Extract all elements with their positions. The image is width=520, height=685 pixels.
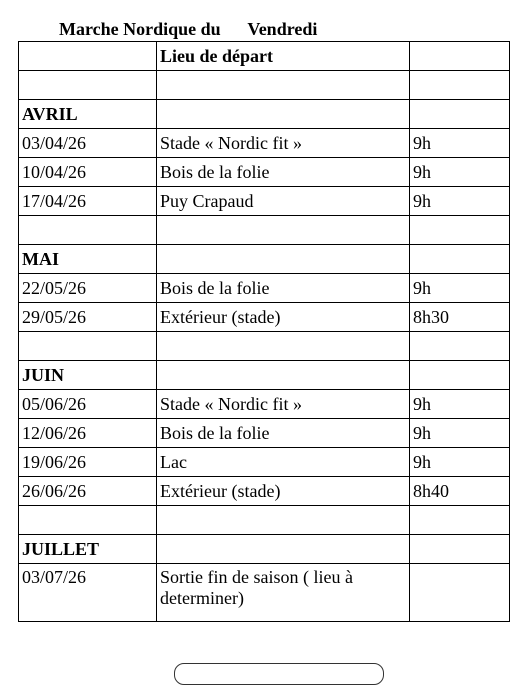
place-cell: Bois de la folie	[157, 419, 410, 448]
time-cell: 9h	[410, 187, 510, 216]
time-cell: 8h40	[410, 477, 510, 506]
place-cell: Bois de la folie	[157, 274, 410, 303]
place-cell: Stade « Nordic fit »	[157, 129, 410, 158]
empty-cell	[410, 71, 510, 100]
place-cell: Extérieur (stade)	[157, 303, 410, 332]
time-cell: 9h	[410, 448, 510, 477]
spacer-row	[19, 506, 510, 535]
header-cell-place: Lieu de départ	[157, 42, 410, 71]
date-cell: 17/04/26	[19, 187, 157, 216]
empty-cell	[157, 216, 410, 245]
header-cell-time	[410, 42, 510, 71]
schedule-row	[19, 477, 510, 506]
spacer-row	[19, 332, 510, 361]
month-row	[19, 361, 510, 390]
date-cell: 10/04/26	[19, 158, 157, 187]
month-row	[19, 245, 510, 274]
empty-cell	[157, 535, 410, 564]
time-cell: 9h	[410, 129, 510, 158]
empty-cell	[410, 361, 510, 390]
date-cell: 19/06/26	[19, 448, 157, 477]
schedule-row	[19, 274, 510, 303]
header-cell-date	[19, 42, 157, 71]
date-cell: 29/05/26	[19, 303, 157, 332]
month-label: JUIN	[19, 361, 157, 390]
date-cell: 22/05/26	[19, 274, 157, 303]
date-cell: 26/06/26	[19, 477, 157, 506]
empty-cell	[410, 216, 510, 245]
empty-cell	[157, 332, 410, 361]
schedule-row	[19, 448, 510, 477]
place-cell: Stade « Nordic fit »	[157, 390, 410, 419]
schedule-row	[19, 129, 510, 158]
place-cell: Bois de la folie	[157, 158, 410, 187]
empty-cell	[19, 332, 157, 361]
empty-cell	[19, 506, 157, 535]
table-header-row	[19, 42, 510, 71]
schedule-row	[19, 158, 510, 187]
spacer-row	[19, 216, 510, 245]
schedule-row	[19, 419, 510, 448]
place-cell: Extérieur (stade)	[157, 477, 410, 506]
month-label: JUILLET	[19, 535, 157, 564]
date-cell: 03/07/26	[19, 564, 157, 622]
empty-cell	[19, 71, 157, 100]
empty-cell	[157, 71, 410, 100]
time-cell: 9h	[410, 419, 510, 448]
schedule-row	[19, 303, 510, 332]
empty-cell	[19, 216, 157, 245]
time-cell: 9h	[410, 274, 510, 303]
empty-cell	[410, 332, 510, 361]
place-cell: Lac	[157, 448, 410, 477]
date-cell: 05/06/26	[19, 390, 157, 419]
empty-cell	[157, 361, 410, 390]
schedule-row	[19, 187, 510, 216]
time-cell: 8h30	[410, 303, 510, 332]
schedule-row	[19, 390, 510, 419]
time-cell: 9h	[410, 390, 510, 419]
empty-cell	[157, 506, 410, 535]
time-cell: 9h	[410, 158, 510, 187]
date-cell: 03/04/26	[19, 129, 157, 158]
empty-cell	[157, 245, 410, 274]
date-cell: 12/06/26	[19, 419, 157, 448]
page-bottom-tab	[174, 663, 384, 685]
place-cell: Sortie fin de saison ( lieu à determiner)	[157, 564, 410, 622]
month-row	[19, 100, 510, 129]
schedule-table	[18, 41, 510, 622]
empty-cell	[157, 100, 410, 129]
spacer-row	[19, 71, 510, 100]
month-label: MAI	[19, 245, 157, 274]
document-title: Marche Nordique du Vendredi	[59, 19, 318, 39]
empty-cell	[410, 245, 510, 274]
empty-cell	[410, 535, 510, 564]
place-cell: Puy Crapaud	[157, 187, 410, 216]
month-row	[19, 535, 510, 564]
time-cell	[410, 564, 510, 622]
month-label: AVRIL	[19, 100, 157, 129]
empty-cell	[410, 506, 510, 535]
empty-cell	[410, 100, 510, 129]
schedule-row	[19, 564, 510, 622]
